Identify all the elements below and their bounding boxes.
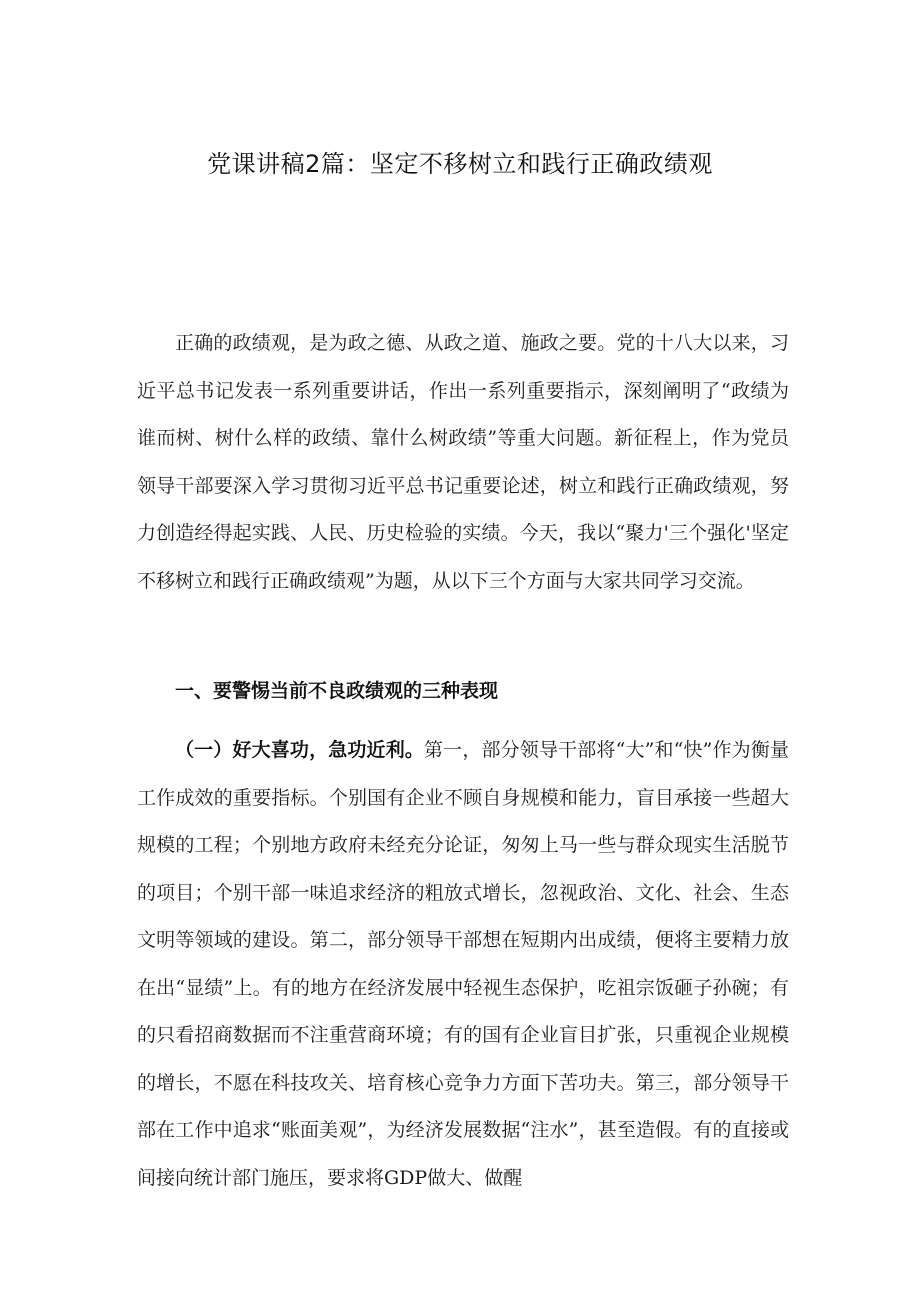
subsection-text: 第一，部分领导干部将“大”和“快”作为衡量工作成效的重要指标。个别国有企业不顾自身规模和能力，盲目承接一些超大规模的工程；个别地方政府未经充分论证，匆匆上马一些与群众现实生活脱节的项目；个别干部一味追求经济的粗放式增长，忽视政治、文化、社会、生态文明等领域的建设。第二，部分领导干部想在短期内出成绩，便将主要精力放在出“显绩”上。有的地方在经济发展中轻视生态保护，吃祖宗饭砸子孙碗；有的只看招商数据而不注重营商环境；有的国有企业盲目扩张，只重视企业规模的增长，不愿在科技攻关、培育核心竞争力方面下苦功夫。第三，部分领导干部在工作中追求“账面美观”，为经济发展数据“注水”，甚至造假。有的直接或间接向统计部门施压，要求将GDP做大、做醒 — [137, 739, 789, 1189]
subsection-lead: （一）好大喜功，急功近利。 — [175, 739, 425, 761]
document-title: 党课讲稿2篇：坚定不移树立和践行正确政绩观 — [207, 150, 713, 178]
subsection-paragraph — [137, 727, 789, 1202]
intro-paragraph: 正确的政绩观，是为政之德、从政之道、施政之要。党的十八大以来，习近平总书记发表一系列重要讲话，作出一系列重要指示，深刻阐明了“政绩为谁而树、树什么样的政绩、靠什么树政绩”等重大问题。新征程上，作为党员领导干部要深入学习贯彻习近平总书记重要论述，树立和践行正确政绩观，努力创造经得起实践、人民、历史检验的实绩。今天，我以“聚力'三个强化'坚定不移树立和践行正确政绩观”为题，从以下三个方面与大家共同学习交流。 — [137, 332, 789, 592]
section-heading: 一、要警惕当前不良政绩观的三种表现 — [175, 680, 499, 702]
